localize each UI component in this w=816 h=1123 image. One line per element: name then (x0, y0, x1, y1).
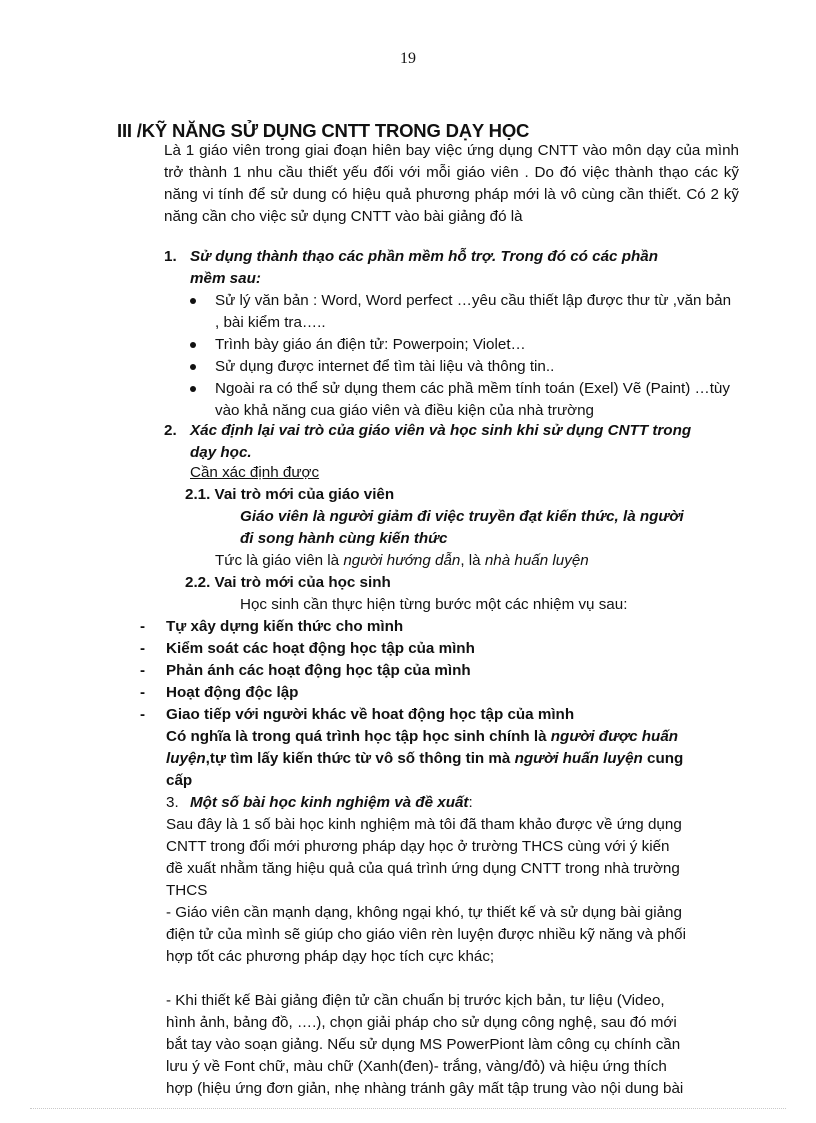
teacher-role-note (215, 550, 589, 572)
page-bottom-divider (30, 1108, 786, 1109)
sub-note: Cần xác định được (190, 464, 320, 481)
bullet-icon (190, 364, 196, 370)
item-title: Sử dụng thành thạo các phần mềm hỗ trợ. Trong đó có các phần (190, 248, 658, 265)
item-number: 2. (164, 422, 177, 439)
note-italic: người hướng dẫn (343, 552, 461, 569)
paragraph-line: CNTT trong đổi mới phương pháp dạy học ở trường THCS cùng với ý kiến (166, 838, 670, 855)
paragraph-line: - Khi thiết kế Bài giảng điện tử cần chuẩn bị trước kịch bản, tư liệu (Video, (166, 992, 665, 1009)
dash-item: Giao tiếp với người khác về hoat động học tập của mình (166, 706, 575, 723)
student-role-intro: Học sinh cần thực hiện từng bước một các nhiệm vụ sau: (240, 596, 628, 613)
numbered-item-2 (164, 420, 739, 464)
bullet-text: Ngoài ra có thể sử dụng them các phầ mềm tính toán (Exel) Vẽ (Paint) …tùy vào khả năng cua giáo viên và điều kiện của nhà trường (215, 380, 730, 419)
section-heading: III /KỸ NĂNG SỬ DỤNG CNTT TRONG DẠY HỌC (117, 120, 530, 141)
paragraph-line: điện tử của mình sẽ giúp cho giáo viên rèn luyện được nhiều kỹ năng và phối (166, 926, 686, 943)
item-number: 3. (166, 794, 179, 811)
numbered-item-3 (166, 792, 473, 814)
paragraph-line: hợp (hiệu ứng đơn giản, nhẹ nhàng tránh gây mất tập trung vào nội dung bài (166, 1080, 684, 1097)
bullet-item (190, 378, 735, 422)
numbered-item-1 (164, 246, 739, 290)
dash-marker: - (140, 640, 146, 657)
summary-italic: luyện (166, 750, 206, 767)
item-title-cont: mềm sau: (190, 270, 261, 287)
paragraph-line: bắt tay vào soạn giảng. Nếu sử dụng MS PowerPiont làm công cụ chính cần (166, 1036, 681, 1053)
bullet-icon (190, 298, 196, 304)
summary-line (166, 748, 683, 770)
dash-item: Hoạt động độc lập (166, 684, 299, 701)
summary-italic: người được huấn (550, 728, 679, 745)
dash-item: Tự xây dựng kiến thức cho mình (166, 618, 404, 635)
bullet-icon (190, 386, 196, 392)
bullet-item (190, 290, 735, 334)
intro-paragraph: Là 1 giáo viên trong giai đoạn hiên bay việc ứng dụng CNTT vào môn dạy của mình trở thành 1 nhu cầu thiết yếu đối với mỗi giáo viên . Do đó việc thành thạo các kỹ năng vi tính để sử dung có hiệu quả phương pháp mới là vô cùng cần thiết. Có 2 kỹ năng cần cho việc sử dụng CNTT vào bài giảng đó là (164, 142, 739, 225)
subsection-2-2-title: 2.2. Vai trò mới của học sinh (185, 574, 391, 591)
item-number: 1. (164, 248, 177, 265)
paragraph-line: đề xuất nhằm tăng hiệu quả của quá trình ứng dụng CNTT trong nhà trường (166, 860, 680, 877)
paragraph-line: hình ảnh, bảng đồ, ….), chọn giải pháp cho sử dụng công nghệ, sau đó mới (166, 1014, 677, 1031)
bullet-text: Sử lý văn bản : Word, Word perfect …yêu cầu thiết lập được thư từ ,văn bản , bài kiểm tra….. (215, 292, 732, 331)
summary-line: cấp (166, 772, 193, 789)
note-text: , là (460, 552, 485, 569)
item-title: Xác định lại vai trò của giáo viên và học sinh khi sử dụng CNTT trong (190, 422, 692, 439)
item-title-colon: : (468, 794, 473, 811)
summary-text: Có nghĩa là trong quá trình học tập học sinh chính là (166, 728, 551, 745)
dash-item: Kiểm soát các hoạt động học tập của mình (166, 640, 475, 657)
paragraph-line: Sau đây là 1 số bài học kinh nghiệm mà tôi đã tham khảo được về ứng dụng (166, 816, 682, 833)
item-title: Một số bài học kinh nghiệm và đề xuất (190, 794, 469, 811)
dash-marker: - (140, 684, 146, 701)
note-italic: nhà huấn luyện (484, 552, 589, 569)
paragraph-line: - Giáo viên cần mạnh dạng, không ngại khó, tự thiết kế và sử dụng bài giảng (166, 904, 682, 921)
teacher-role-emphasis: Giáo viên là người giảm đi việc truyền đạt kiến thức, là người (240, 508, 684, 525)
summary-italic: người huấn luyện (514, 750, 643, 767)
item-title-cont: dạy học. (190, 444, 252, 461)
summary-text: cung (642, 750, 684, 767)
bullet-icon (190, 342, 196, 348)
summary-line (166, 726, 678, 748)
paragraph-line: hợp tốt các phương pháp dạy học tích cực khác; (166, 948, 495, 965)
summary-text: ,tự tìm lấy kiến thức từ vô số thông tin mà (205, 750, 515, 767)
bullet-text: Trình bày giáo án điện tử: Powerpoin; Violet… (215, 336, 526, 353)
subsection-2-1-title: 2.1. Vai trò mới của giáo viên (185, 486, 395, 503)
note-text: Tức là giáo viên là (215, 552, 344, 569)
dash-marker: - (140, 662, 146, 679)
dash-marker: - (140, 618, 146, 635)
bullet-text: Sử dụng được internet để tìm tài liệu và thông tin.. (215, 358, 555, 375)
teacher-role-emphasis-cont: đi song hành cùng kiến thức (240, 530, 448, 547)
dash-item: Phản ánh các hoạt động học tập của mình (166, 662, 471, 679)
bullet-item (190, 334, 735, 356)
bullet-item (190, 356, 735, 378)
page-number: 19 (400, 50, 416, 67)
paragraph-line: THCS (166, 882, 208, 899)
paragraph-line: lưu ý về Font chữ, màu chữ (Xanh(đen)- trắng, vàng/đỏ) và hiệu ứng thích (166, 1058, 667, 1075)
dash-marker: - (140, 706, 146, 723)
